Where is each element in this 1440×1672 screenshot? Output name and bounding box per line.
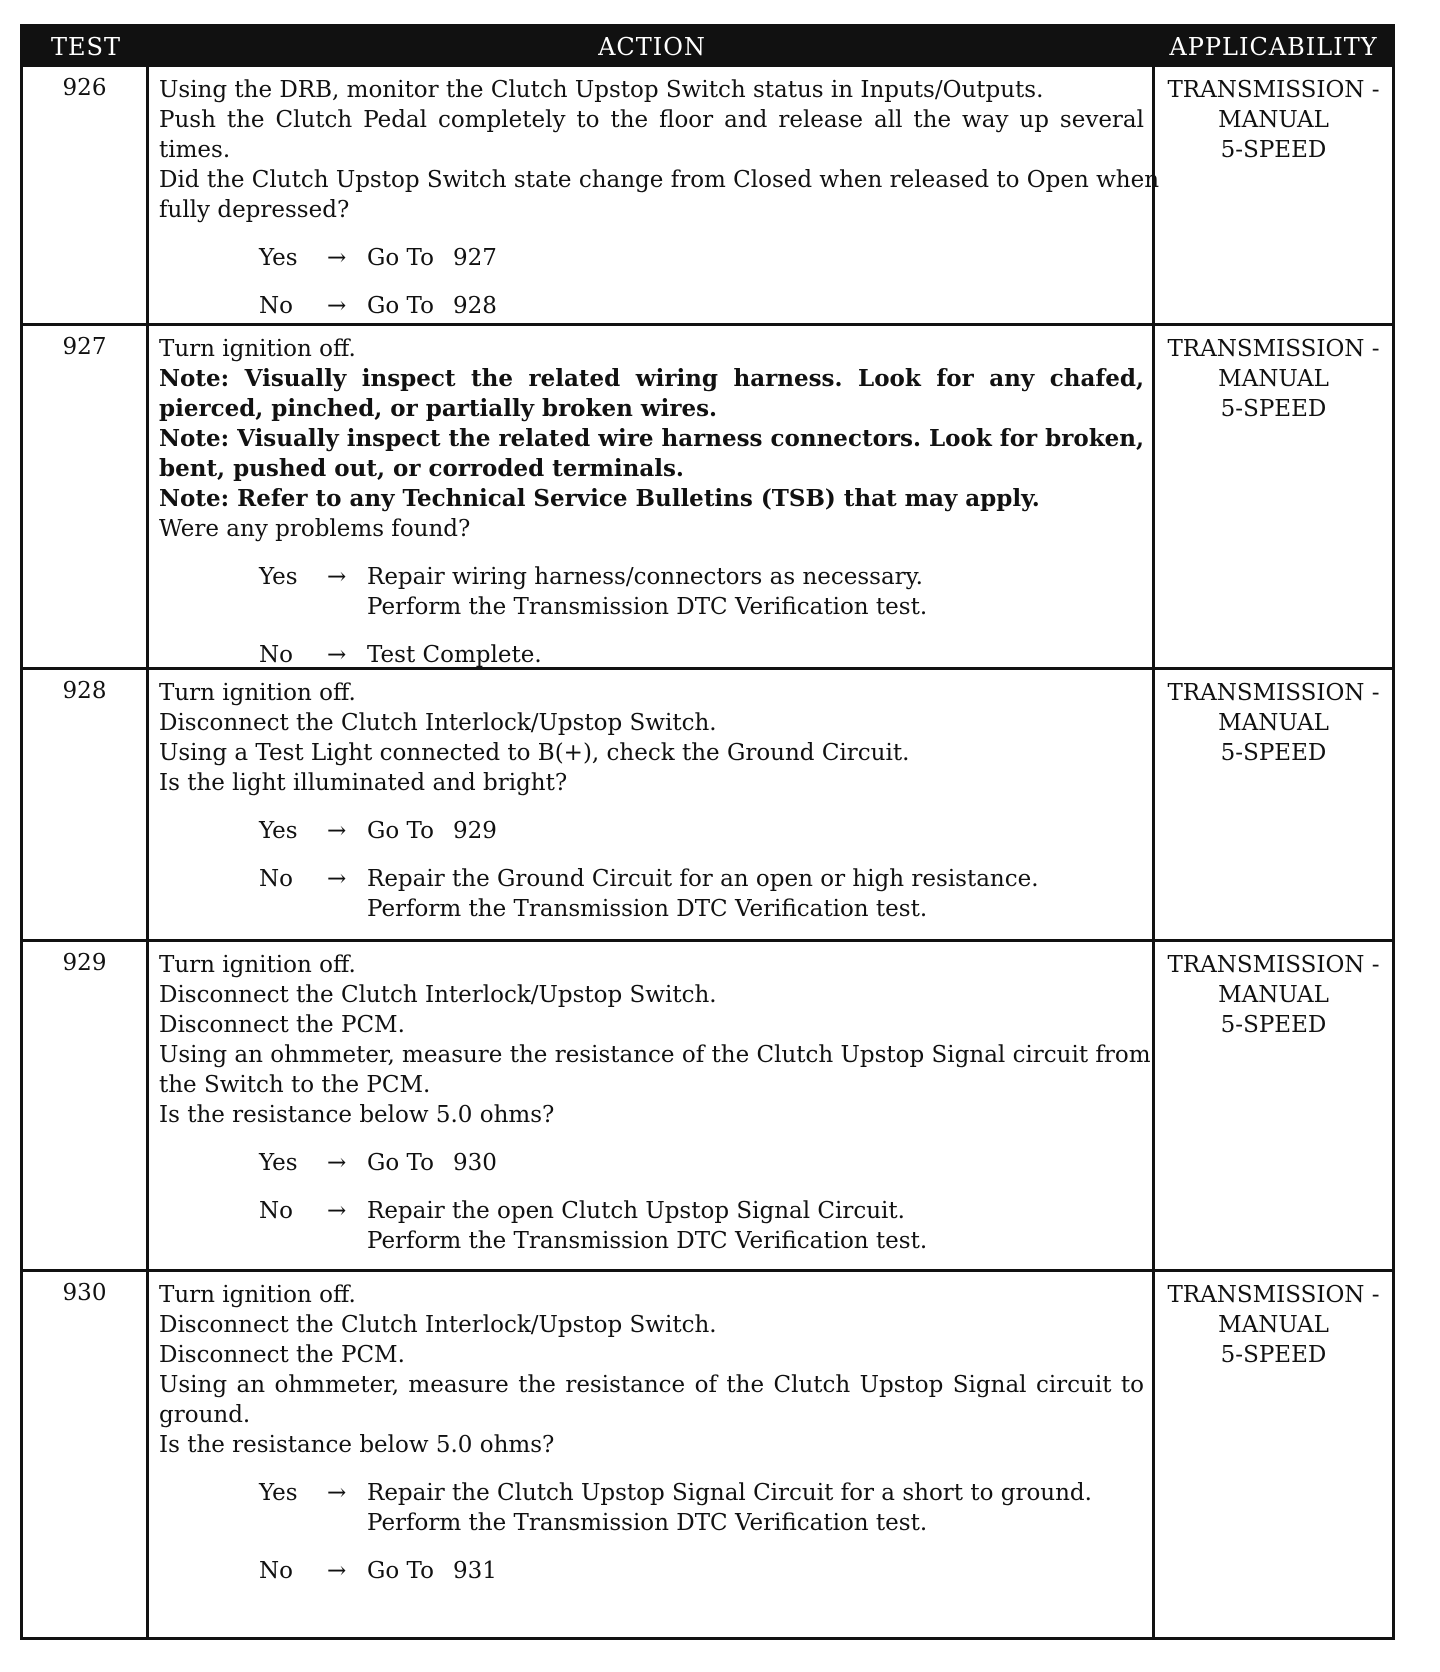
action-cell: [149, 326, 1155, 667]
diagnostic-test-table: [20, 24, 1395, 1640]
option-no: [159, 1196, 1144, 1256]
applicability-cell: [1155, 1272, 1392, 1637]
option-yes: [159, 816, 1144, 846]
note-line: Note: Refer to any Technical Service Bulletins (TSB) that may apply.: [159, 485, 1040, 512]
action-line: the Switch to the PCM.: [159, 1072, 431, 1098]
arrow-icon: →: [327, 818, 347, 844]
applicability-line: 5-SPEED: [1220, 1012, 1327, 1038]
arrow-icon: →: [327, 642, 347, 668]
option-label: Yes: [259, 245, 298, 271]
action-line: fully depressed?: [159, 197, 350, 223]
applicability-line: TRANSMISSION -: [1167, 952, 1380, 978]
option-result: Repair the Ground Circuit for an open or high resistance.: [367, 866, 1039, 892]
option-label: No: [259, 293, 293, 319]
option-label: No: [259, 1558, 293, 1584]
note-line: Note: Visually inspect the related wiring harness. Look for any chafed,: [159, 365, 1144, 392]
option-yes: [159, 1478, 1144, 1538]
option-label: No: [259, 866, 293, 892]
action-line: Disconnect the PCM.: [159, 1342, 405, 1368]
test-number: 930: [23, 1272, 149, 1637]
table-header: [23, 27, 1392, 67]
action-cell: [149, 942, 1155, 1269]
goto-target: 928: [453, 293, 497, 319]
goto-target: 931: [453, 1558, 497, 1584]
arrow-icon: →: [327, 1198, 347, 1224]
option-result-line2: Perform the Transmission DTC Verification test.: [367, 1228, 928, 1254]
option-result: Go To: [367, 818, 434, 844]
option-result-line2: Perform the Transmission DTC Verification test.: [367, 1510, 928, 1536]
applicability-line: MANUAL: [1218, 982, 1329, 1008]
option-label: Yes: [259, 1150, 298, 1176]
option-label: No: [259, 642, 293, 668]
applicability-line: MANUAL: [1218, 1312, 1329, 1338]
arrow-icon: →: [327, 1480, 347, 1506]
action-line: Push the Clutch Pedal completely to the floor and release all the way up several: [159, 107, 1144, 133]
action-line: Disconnect the Clutch Interlock/Upstop Switch.: [159, 1312, 717, 1338]
header-action: ACTION: [598, 33, 706, 61]
arrow-icon: →: [327, 293, 347, 319]
action-line: Using the DRB, monitor the Clutch Upstop Switch status in Inputs/Outputs.: [159, 77, 1044, 103]
arrow-icon: →: [327, 245, 347, 271]
action-line: Disconnect the Clutch Interlock/Upstop Switch.: [159, 710, 717, 736]
action-line: Did the Clutch Upstop Switch state change from Closed when released to Open when: [159, 167, 1160, 193]
option-yes: [159, 243, 1144, 273]
action-line: Disconnect the Clutch Interlock/Upstop Switch.: [159, 982, 717, 1008]
applicability-line: TRANSMISSION -: [1167, 680, 1380, 706]
arrow-icon: →: [327, 866, 347, 892]
applicability-cell: [1155, 942, 1392, 1269]
option-result: Go To: [367, 1150, 434, 1176]
option-label: Yes: [259, 818, 298, 844]
applicability-line: MANUAL: [1218, 366, 1329, 392]
applicability-line: MANUAL: [1218, 710, 1329, 736]
goto-target: 929: [453, 818, 497, 844]
action-line: Using an ohmmeter, measure the resistance of the Clutch Upstop Signal circuit from: [159, 1042, 1151, 1068]
applicability-cell: [1155, 67, 1392, 323]
applicability-line: TRANSMISSION -: [1167, 1282, 1380, 1308]
option-label: Yes: [259, 564, 298, 590]
action-line: Turn ignition off.: [159, 952, 356, 978]
applicability-cell: [1155, 326, 1392, 667]
option-result: Go To: [367, 245, 434, 271]
header-test: TEST: [51, 33, 121, 61]
option-no: [159, 640, 1144, 670]
action-line: Were any problems found?: [159, 516, 471, 542]
test-row-927: [23, 323, 1392, 667]
applicability-line: 5-SPEED: [1220, 740, 1327, 766]
option-label: No: [259, 1198, 293, 1224]
test-row-929: [23, 939, 1392, 1269]
action-line: Using an ohmmeter, measure the resistance of the Clutch Upstop Signal circuit to: [159, 1372, 1144, 1398]
applicability-cell: [1155, 670, 1392, 939]
option-result: Repair the Clutch Upstop Signal Circuit for a short to ground.: [367, 1480, 1092, 1506]
option-result-line2: Perform the Transmission DTC Verification test.: [367, 896, 928, 922]
action-line: Is the resistance below 5.0 ohms?: [159, 1432, 555, 1458]
option-result: Repair the open Clutch Upstop Signal Circuit.: [367, 1198, 905, 1224]
option-result: Go To: [367, 1558, 434, 1584]
arrow-icon: →: [327, 1150, 347, 1176]
test-number: 929: [23, 942, 149, 1269]
goto-target: 930: [453, 1150, 497, 1176]
test-number: 926: [23, 67, 149, 323]
note-line: bent, pushed out, or corroded terminals.: [159, 455, 684, 482]
applicability-line: 5-SPEED: [1220, 396, 1327, 422]
option-result: Repair wiring harness/connectors as necessary.: [367, 564, 923, 590]
note-line: pierced, pinched, or partially broken wires.: [159, 395, 718, 422]
note-line: Note: Visually inspect the related wire harness connectors. Look for broken,: [159, 425, 1144, 452]
applicability-line: TRANSMISSION -: [1167, 77, 1380, 103]
action-line: Is the resistance below 5.0 ohms?: [159, 1102, 555, 1128]
option-result: Test Complete.: [367, 642, 542, 668]
option-result: Go To: [367, 293, 434, 319]
option-no: [159, 291, 1144, 321]
action-cell: [149, 67, 1160, 323]
goto-target: 927: [453, 245, 497, 271]
option-yes: [159, 562, 1144, 622]
action-cell: [149, 670, 1155, 939]
test-row-926: [23, 67, 1392, 323]
action-line: times.: [159, 137, 231, 163]
option-no: [159, 864, 1144, 924]
test-row-928: [23, 667, 1392, 939]
option-result-line2: Perform the Transmission DTC Verification test.: [367, 594, 928, 620]
action-line: Turn ignition off.: [159, 1282, 356, 1308]
header-applicability: APPLICABILITY: [1169, 33, 1378, 61]
arrow-icon: →: [327, 1558, 347, 1584]
test-number: 927: [23, 326, 149, 667]
applicability-line: 5-SPEED: [1220, 137, 1327, 163]
action-line: Turn ignition off.: [159, 336, 356, 362]
test-number: 928: [23, 670, 149, 939]
option-yes: [159, 1148, 1144, 1178]
option-label: Yes: [259, 1480, 298, 1506]
test-row-930: [23, 1269, 1392, 1637]
arrow-icon: →: [327, 564, 347, 590]
applicability-line: 5-SPEED: [1220, 1342, 1327, 1368]
action-line: Is the light illuminated and bright?: [159, 770, 568, 796]
action-cell: [149, 1272, 1155, 1637]
applicability-line: MANUAL: [1218, 107, 1329, 133]
applicability-line: TRANSMISSION -: [1167, 336, 1380, 362]
action-line: ground.: [159, 1402, 251, 1428]
action-line: Using a Test Light connected to B(+), check the Ground Circuit.: [159, 740, 910, 766]
option-no: [159, 1556, 1144, 1586]
action-line: Disconnect the PCM.: [159, 1012, 405, 1038]
action-line: Turn ignition off.: [159, 680, 356, 706]
